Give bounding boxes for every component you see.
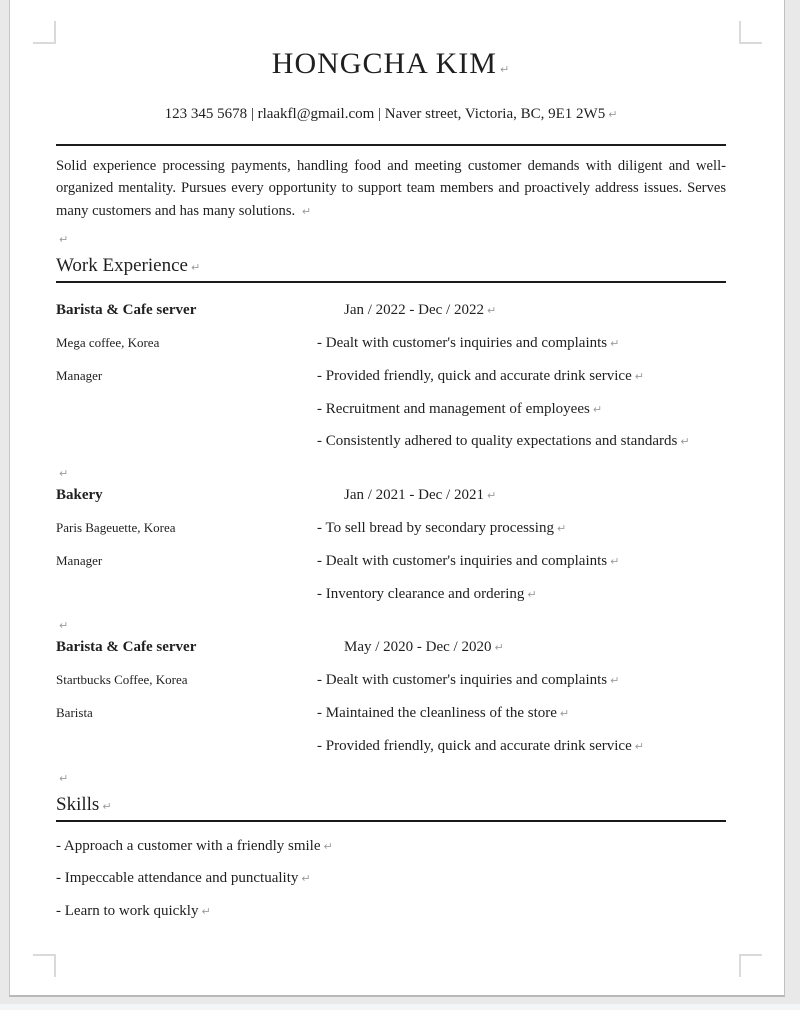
job-row xyxy=(56,366,726,399)
job-bullet xyxy=(317,670,726,691)
skills-heading-text: Skills xyxy=(56,793,100,815)
job-bullet xyxy=(317,366,726,387)
skill-item xyxy=(56,868,726,901)
paragraph-mark: ↵ xyxy=(486,304,497,318)
job-role: Barista xyxy=(56,704,93,720)
job-row xyxy=(56,703,726,736)
work-experience-heading-text: Work Experience xyxy=(56,255,188,277)
empty-paragraph xyxy=(56,464,726,485)
margin-crop-mark-bottom-left xyxy=(33,954,56,977)
paragraph-mark: ↵ xyxy=(494,641,504,655)
paragraph-mark: ↵ xyxy=(301,204,312,218)
job-company: Paris Bageuette, Korea xyxy=(56,520,176,535)
job-date xyxy=(317,300,726,321)
job-row xyxy=(56,736,726,769)
job-role: Manager xyxy=(56,552,103,568)
work-experience-heading xyxy=(56,255,726,283)
document-content xyxy=(56,0,726,933)
job-row xyxy=(56,431,726,464)
job-row xyxy=(56,333,726,366)
paragraph-mark: ↵ xyxy=(301,872,311,886)
job-bullet-text: - Inventory clearance and ordering xyxy=(317,585,525,602)
job-row xyxy=(56,485,726,518)
paragraph-mark: ↵ xyxy=(499,63,511,76)
paragraph-mark: ↵ xyxy=(634,369,644,383)
paragraph-mark: ↵ xyxy=(610,554,620,568)
resume-name xyxy=(56,46,726,88)
job-bullet xyxy=(317,518,726,539)
job-entry xyxy=(56,637,726,789)
paragraph-mark: ↵ xyxy=(486,489,497,503)
paragraph-mark: ↵ xyxy=(608,108,618,121)
job-row xyxy=(56,551,726,584)
paragraph-mark: ↵ xyxy=(556,522,567,535)
job-date-text: Jan / 2021 - Dec / 2021 xyxy=(344,487,484,504)
job-date-text: May / 2020 - Dec / 2020 xyxy=(344,639,492,656)
paragraph-mark: ↵ xyxy=(190,261,201,275)
skill-item xyxy=(56,901,726,934)
job-bullet xyxy=(317,703,726,724)
paragraph-mark: ↵ xyxy=(102,799,112,813)
job-row xyxy=(56,518,726,551)
job-title: Barista & Cafe server xyxy=(56,302,197,319)
job-row xyxy=(56,637,726,670)
job-bullet xyxy=(317,431,726,452)
job-bullet xyxy=(317,399,726,420)
job-bullet-text: - Dealt with customer's inquiries and complaints xyxy=(317,335,608,352)
contact-line xyxy=(56,104,726,125)
header-divider-rule xyxy=(56,144,726,146)
window-bottom-strip xyxy=(0,1004,800,1010)
paragraph-mark: ↵ xyxy=(201,904,211,918)
job-date-text: Jan / 2022 - Dec / 2022 xyxy=(344,302,484,319)
paragraph-mark: ↵ xyxy=(634,739,644,753)
job-bullet-text: - Provided friendly, quick and accurate drink service xyxy=(317,367,632,384)
paragraph-mark: ↵ xyxy=(59,771,69,785)
paragraph-mark: ↵ xyxy=(59,467,69,481)
paragraph-mark: ↵ xyxy=(610,337,620,351)
job-date xyxy=(317,485,726,506)
job-bullet xyxy=(317,551,726,572)
job-row xyxy=(56,670,726,703)
empty-paragraph xyxy=(56,769,726,790)
paragraph-mark: ↵ xyxy=(610,674,620,688)
paragraph-mark: ↵ xyxy=(59,619,69,633)
job-entry xyxy=(56,485,726,637)
job-bullet xyxy=(317,333,726,354)
paragraph-mark: ↵ xyxy=(592,402,603,416)
paragraph-mark: ↵ xyxy=(323,839,333,853)
job-company: Mega coffee, Korea xyxy=(56,335,160,351)
job-entry xyxy=(56,300,726,485)
job-bullet-text: - Dealt with customer's inquiries and complaints xyxy=(317,552,608,569)
job-bullet-text: - Recruitment and management of employees xyxy=(317,400,590,417)
summary-paragraph xyxy=(56,155,726,223)
job-company: Startbucks Coffee, Korea xyxy=(56,672,188,688)
skills-list xyxy=(56,836,726,934)
resume-name-text: HONGCHA KIM xyxy=(271,47,497,80)
skills-heading xyxy=(56,794,726,822)
job-bullet-text: - Dealt with customer's inquiries and complaints xyxy=(317,672,608,689)
paragraph-mark: ↵ xyxy=(559,706,570,720)
empty-paragraph xyxy=(56,616,726,637)
job-role: Manager xyxy=(56,367,103,383)
job-bullet-text: - Maintained the cleanliness of the store xyxy=(317,704,557,721)
margin-crop-mark-top-left xyxy=(33,21,56,44)
job-title: Barista & Cafe server xyxy=(56,639,197,656)
job-bullet-text: - Provided friendly, quick and accurate drink service xyxy=(317,737,632,754)
skill-item-text: - Impeccable attendance and punctuality xyxy=(56,870,299,887)
paragraph-mark: ↵ xyxy=(59,233,69,247)
margin-crop-mark-bottom-right xyxy=(739,954,762,977)
skill-item-text: - Approach a customer with a friendly smile xyxy=(56,837,321,854)
job-row xyxy=(56,584,726,617)
skill-item-text: - Learn to work quickly xyxy=(56,902,199,919)
job-date xyxy=(317,637,726,658)
job-bullet xyxy=(317,736,726,757)
job-bullet xyxy=(317,584,726,605)
job-row xyxy=(56,300,726,333)
paragraph-mark: ↵ xyxy=(680,435,690,449)
skill-item xyxy=(56,836,726,869)
paragraph-mark: ↵ xyxy=(527,587,537,601)
job-bullet-text: - Consistently adhered to quality expectations and standards xyxy=(317,433,678,450)
empty-paragraph xyxy=(56,229,726,251)
summary-text: Solid experience processing payments, handling food and meeting customer demands with diligent and well-organized mentality. Pursues every opportunity to support team members and proactively address issues. Serves many customers and has many solutions. xyxy=(56,158,726,219)
jobs-list xyxy=(56,300,726,789)
job-bullet-text: - To sell bread by secondary processing xyxy=(317,520,554,536)
margin-crop-mark-top-right xyxy=(739,21,762,44)
job-title: Bakery xyxy=(56,487,103,504)
contact-text: 123 345 5678 | rlaakfl@gmail.com | Naver street, Victoria, BC, 9E1 2W5 xyxy=(164,106,606,122)
job-row xyxy=(56,399,726,432)
